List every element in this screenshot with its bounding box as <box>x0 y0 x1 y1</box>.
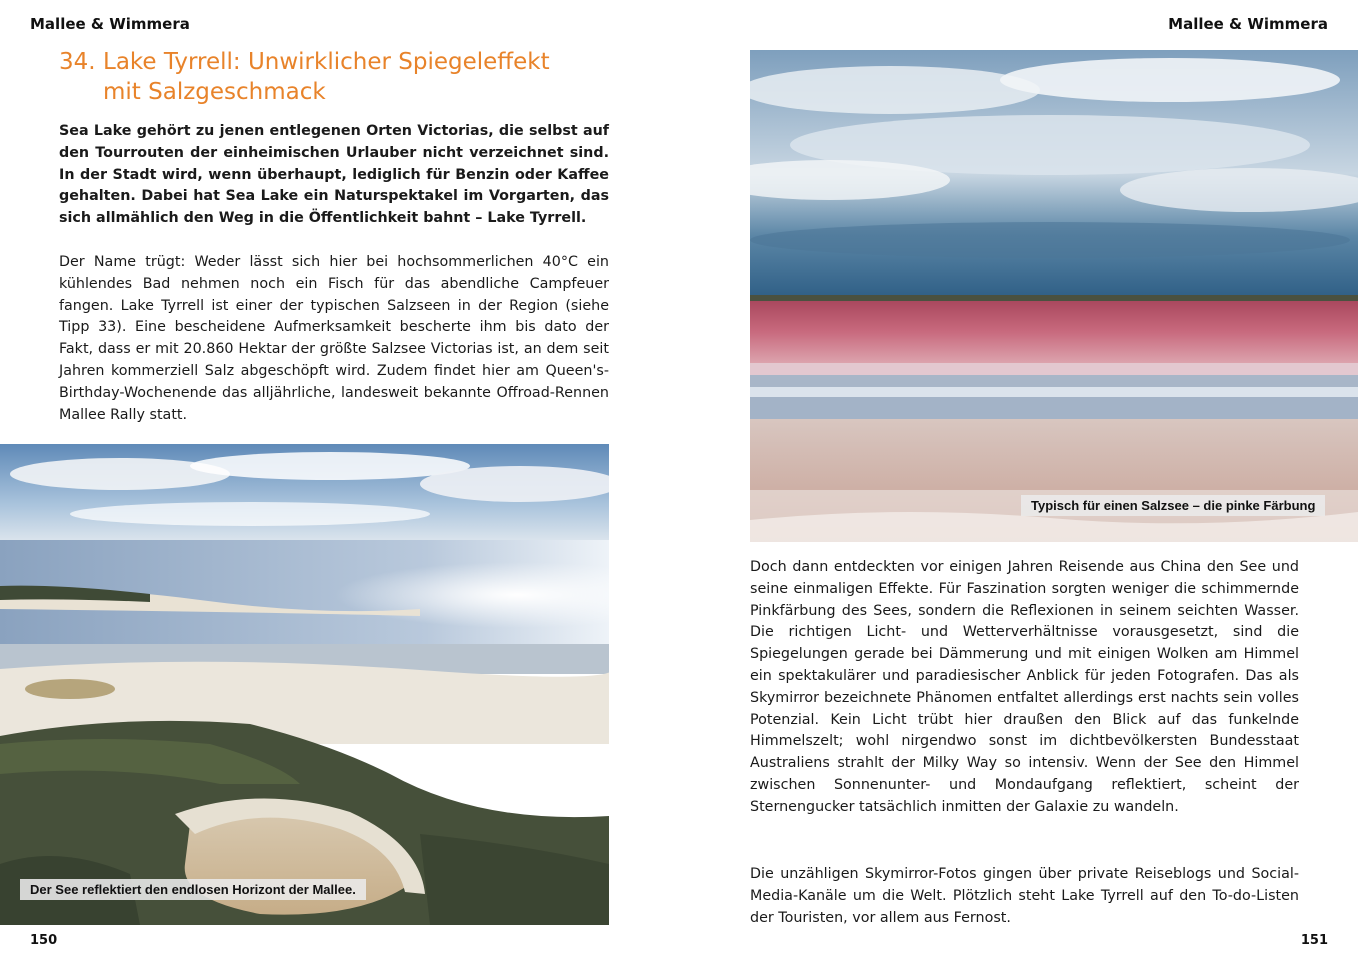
page-number-right: 151 <box>1300 933 1328 948</box>
body-paragraph-2: Doch dann entdeckten vor einigen Jahren Reisende aus China den See und seine einmaligen Effekte. Für Faszination sorgten weniger die schimmernde Pinkfärbung des Sees, sondern die Reflexionen in seinem seichten Wasser. Die richtigen Licht- und Wetterverhältnisse vorausgesetzt, sind die Spiegelungen gerade bei Dämmerung und mit einigen Wolken am Himmel ein spektakulärer und paradiesischer Anblick für jeden Fotografen. Das als Skymirror bezeichnete Phänomen entfaltet allerdings erst nachts sein volles Potenzial. Kein Licht trübt hier draußen den Blick auf das funkelnde Himmelszelt; wohl nirgendwo sonst im dichtbevölkersten Bundesstaat Australiens strahlt der Milky Way so intensiv. Wenn der See den Himmel zwischen Sonnenunter- und Mondaufgang reflektiert, scheint der Sternengucker tatsächlich inmitten der Galaxie zu wandeln. <box>750 559 1299 815</box>
article-number: 34. <box>59 49 96 75</box>
right-photo-caption: Typisch für einen Salzsee – die pinke Färbung <box>1021 495 1325 516</box>
article-title <box>59 47 619 107</box>
running-head-right: Mallee & Wimmera <box>1168 15 1328 33</box>
page-number-left: 150 <box>30 933 58 948</box>
title-line-1: Lake Tyrrell: Unwirklicher Spiegeleffekt <box>103 49 550 75</box>
lead-paragraph: Sea Lake gehört zu jenen entlegenen Orten Victorias, die selbst auf den Tourrouten der einheimischen Urlauber nicht verzeichnet sind. In der Stadt wird, wenn überhaupt, lediglich für Benzin oder Kaffee gehalten. Dabei hat Sea Lake ein Naturspektakel im Vorgarten, das sich allmählich den Weg in die Öffentlichkeit bahnt – Lake Tyrrell. <box>59 123 609 227</box>
title-line-2: mit Salzgeschmack <box>103 79 326 105</box>
left-photo-caption: Der See reflektiert den endlosen Horizont der Mallee. <box>20 879 366 900</box>
lake-aerial-photo <box>0 444 609 925</box>
pink-lake-photo <box>750 50 1358 542</box>
running-head-left: Mallee & Wimmera <box>30 15 190 33</box>
body-paragraph-3: Die unzähligen Skymirror-Fotos gingen über private Reiseblogs und Social-Media-Kanäle um die Welt. Plötzlich steht Lake Tyrrell auf den To-do-Listen der Touristen, vor allem aus Fernost. <box>750 866 1299 926</box>
body-paragraph-1: Der Name trügt: Weder lässt sich hier bei hochsommerlichen 40°C ein kühlendes Bad nehmen noch ein Fisch für das abendliche Campfeuer fangen. Lake Tyrrell ist einer der typischen Salzseen in der Region (siehe Tipp 33). Eine bescheidene Aufmerksamkeit bescherte ihm bis dato der Fakt, dass er mit 20.860 Hektar der größte Salzsee Victorias ist, an dem seit Jahren kommerziell Salz abgeschöpft wird. Zudem findet hier am Queen's-Birthday-Wochenende das alljährliche, landesweit bekannte Offroad-Rennen Mallee Rally statt. <box>59 254 609 423</box>
